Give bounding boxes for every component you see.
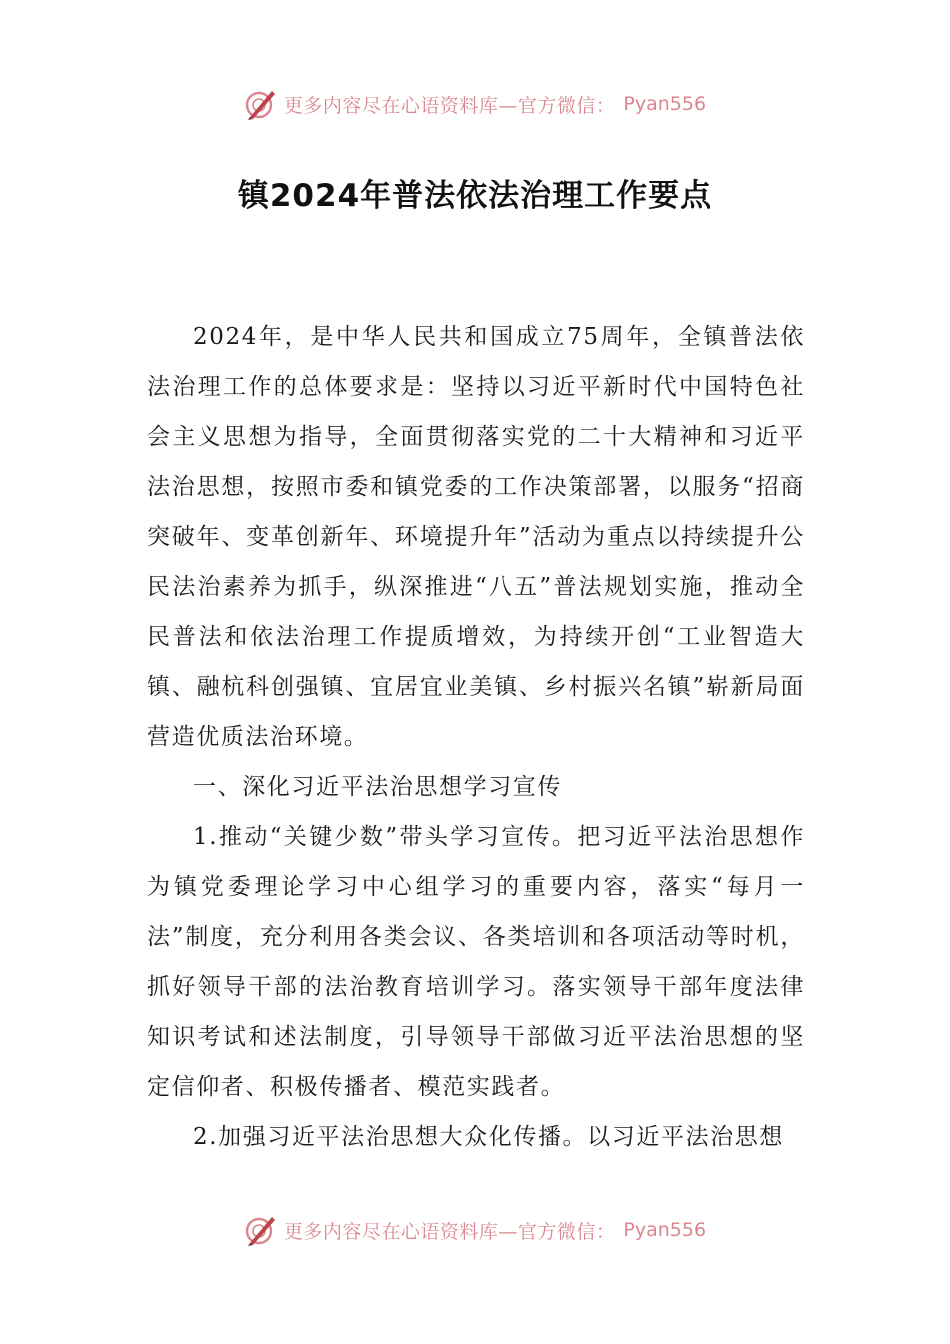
pen-logo-icon <box>244 1213 278 1247</box>
header-banner <box>0 84 950 124</box>
header-banner-text: 更多内容尽在心语资料库—官方微信： <box>283 94 616 117</box>
footer-banner-text: 更多内容尽在心语资料库—官方微信： <box>283 1220 616 1243</box>
intro-paragraph: 2024年，是中华人民共和国成立75周年，全镇普法依法治理工作的总体要求是：坚持以习近平新时代中国特色社会主义思想为指导，全面贯彻落实党的二十大精神和习近平法治思想，按照市委和镇党委的工作决策部署，以服务“招商突破年、变革创新年、环境提升年”活动为重点以持续提升公民法治素养为抓手，纵深推进“八五”普法规划实施，推动全民普法和依法治理工作提质增效，为持续开创“工业智造大镇、融杭科创强镇、宜居宜业美镇、乡村振兴名镇”崭新局面营造优质法治环境。 <box>147 324 805 750</box>
item-paragraph: 2.加强习近平法治思想大众化传播。以习近平法治思想 <box>193 1124 784 1150</box>
header-wechat-id: Pyan556 <box>623 93 707 115</box>
document-body <box>147 312 805 1162</box>
item-paragraph: 1.推动“关键少数”带头学习宣传。把习近平法治思想作为镇党委理论学习中心组学习的重要内容，落实“每月一法”制度，充分利用各类会议、各类培训和各项活动等时机，抓好领导干部的法治教育培训学习。落实领导干部年度法律知识考试和述法制度，引导领导干部做习近平法治思想的坚定信仰者、积极传播者、模范实践者。 <box>147 824 805 1100</box>
section-heading: 一、深化习近平法治思想学习宣传 <box>193 774 562 800</box>
footer-wechat-id: Pyan556 <box>623 1219 707 1241</box>
document-title: 镇2024年普法依法治理工作要点 <box>237 178 713 214</box>
pen-logo-icon <box>244 87 278 121</box>
footer-banner <box>0 1210 950 1250</box>
